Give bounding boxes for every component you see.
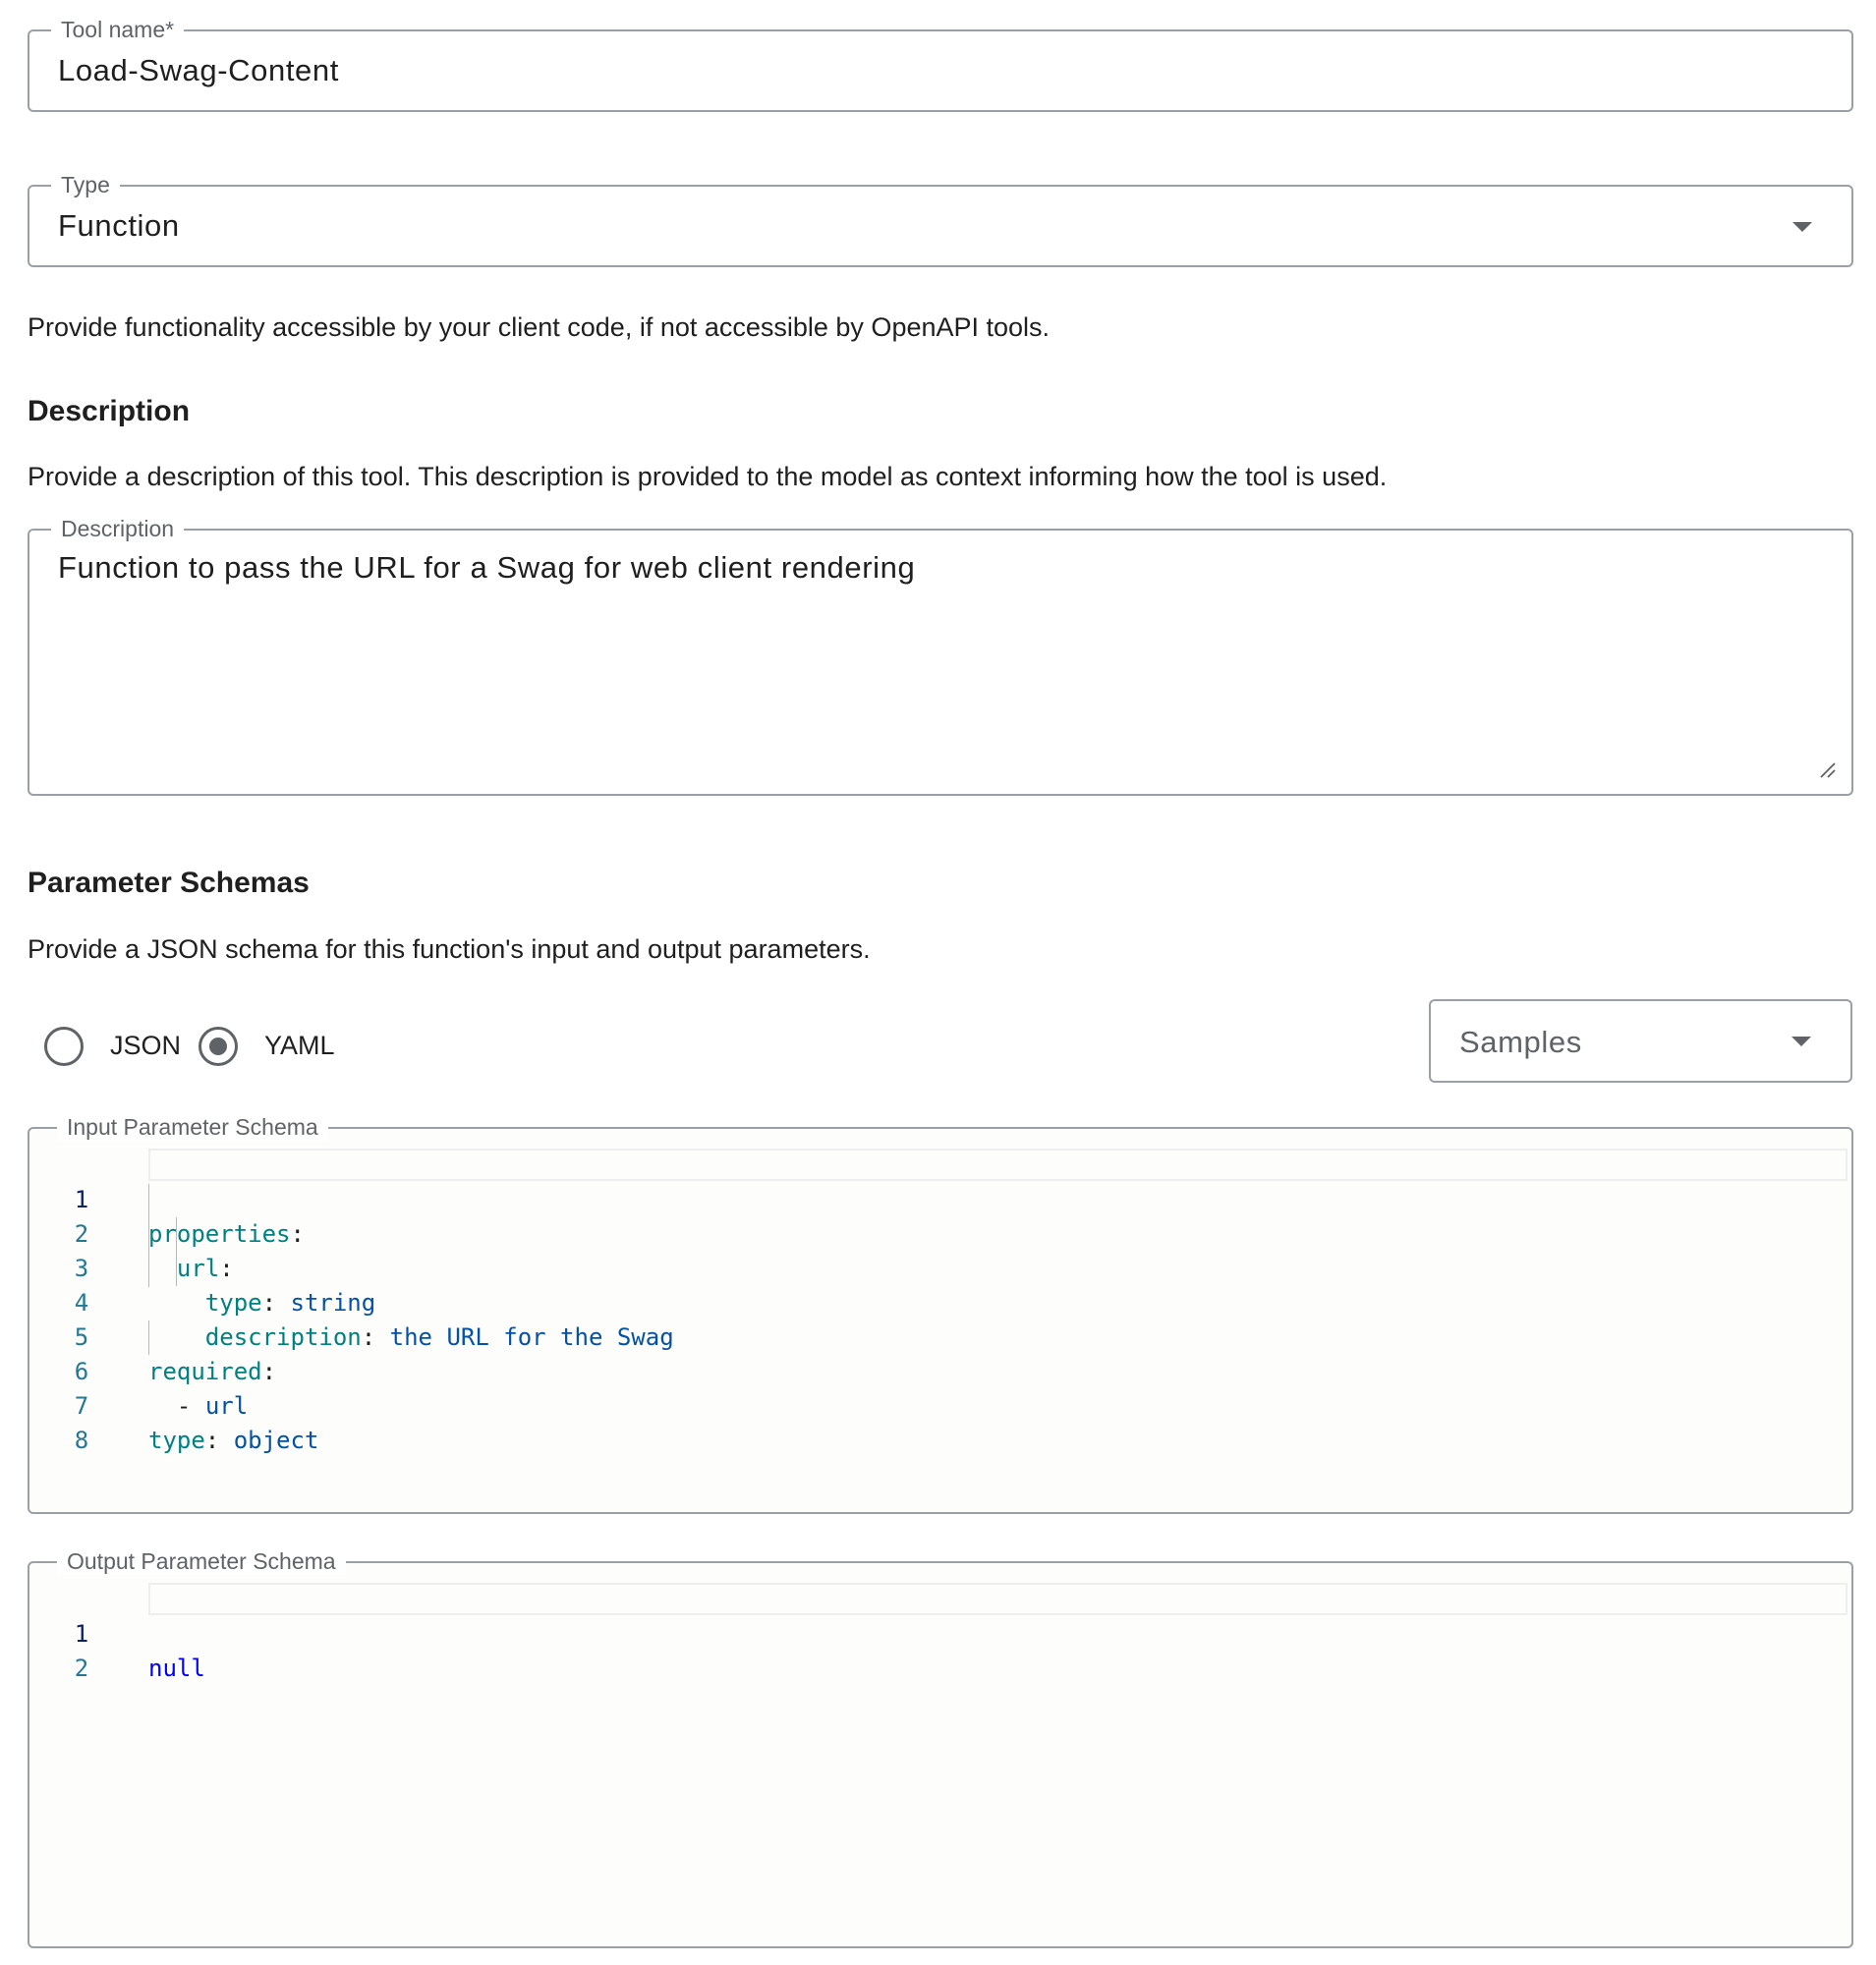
type-value[interactable]: Function	[58, 208, 180, 243]
line-number: 8	[74, 1427, 89, 1454]
description-label: Description	[51, 515, 184, 542]
yaml-separator: :	[219, 1255, 234, 1282]
samples-placeholder: Samples	[1459, 1025, 1582, 1059]
yaml-key: description	[204, 1323, 362, 1351]
line-number: 3	[74, 1255, 89, 1282]
yaml-separator: :	[204, 1427, 234, 1454]
yaml-value: the URL for the Swag	[389, 1323, 674, 1351]
line-number: 6	[74, 1358, 89, 1385]
json-radio-label[interactable]: JSON	[110, 1031, 182, 1060]
yaml-key: type	[148, 1427, 205, 1454]
yaml-key: type	[204, 1289, 262, 1317]
null-literal: null	[148, 1655, 205, 1682]
line-number: 5	[74, 1323, 89, 1351]
output-schema-label: Output Parameter Schema	[57, 1547, 346, 1575]
yaml-value: url	[204, 1392, 249, 1420]
line-number: 2	[74, 1655, 89, 1682]
description-input[interactable]: Function to pass the URL for a Swag for web client rendering	[58, 550, 916, 585]
line-number: 1	[74, 1620, 89, 1648]
line-number: 4	[74, 1289, 89, 1317]
parameter-schemas-heading: Parameter Schemas	[28, 867, 310, 899]
yaml-value: object	[233, 1427, 319, 1454]
input-schema-editor[interactable]	[28, 1114, 1853, 1514]
tool-name-label: Tool name*	[51, 16, 184, 43]
yaml-value: string	[290, 1289, 376, 1317]
yaml-separator: :	[261, 1358, 277, 1385]
tool-name-input[interactable]: Load-Swag-Content	[58, 53, 339, 87]
input-schema-label: Input Parameter Schema	[57, 1113, 328, 1141]
code-line[interactable]	[29, 1583, 1851, 1682]
line-number: 2	[74, 1220, 89, 1248]
samples-select[interactable]	[1429, 999, 1852, 1083]
type-label: Type	[51, 171, 120, 198]
yaml-list-dash: -	[176, 1392, 205, 1420]
tool-name-field[interactable]	[28, 17, 1853, 112]
code-line[interactable]	[29, 1149, 1851, 1248]
line-number: 1	[74, 1186, 89, 1213]
json-radio[interactable]	[44, 1027, 84, 1066]
yaml-key: url	[176, 1255, 220, 1282]
description-heading: Description	[28, 395, 191, 427]
type-help-text: Provide functionality accessible by your client code, if not accessible by OpenAPI tools.	[28, 312, 1051, 342]
yaml-key: required	[148, 1358, 262, 1385]
yaml-radio[interactable]	[199, 1027, 238, 1066]
line-number: 7	[74, 1392, 89, 1420]
description-help-text: Provide a description of this tool. This description is provided to the model as context informing how the tool is used.	[28, 462, 1388, 491]
parameter-schemas-help-text: Provide a JSON schema for this function's input and output parameters.	[28, 934, 871, 964]
yaml-separator: :	[361, 1323, 390, 1351]
chevron-down-icon[interactable]	[1791, 1037, 1811, 1046]
chevron-down-icon[interactable]	[1792, 222, 1812, 232]
yaml-radio-label[interactable]: YAML	[264, 1031, 335, 1060]
description-textarea[interactable]	[28, 516, 1853, 796]
yaml-key: properties	[148, 1220, 291, 1248]
yaml-separator: :	[290, 1220, 305, 1248]
yaml-separator: :	[261, 1289, 291, 1317]
resize-handle-icon[interactable]	[1818, 760, 1836, 778]
type-select[interactable]	[28, 172, 1853, 267]
output-schema-editor[interactable]	[28, 1548, 1853, 1948]
